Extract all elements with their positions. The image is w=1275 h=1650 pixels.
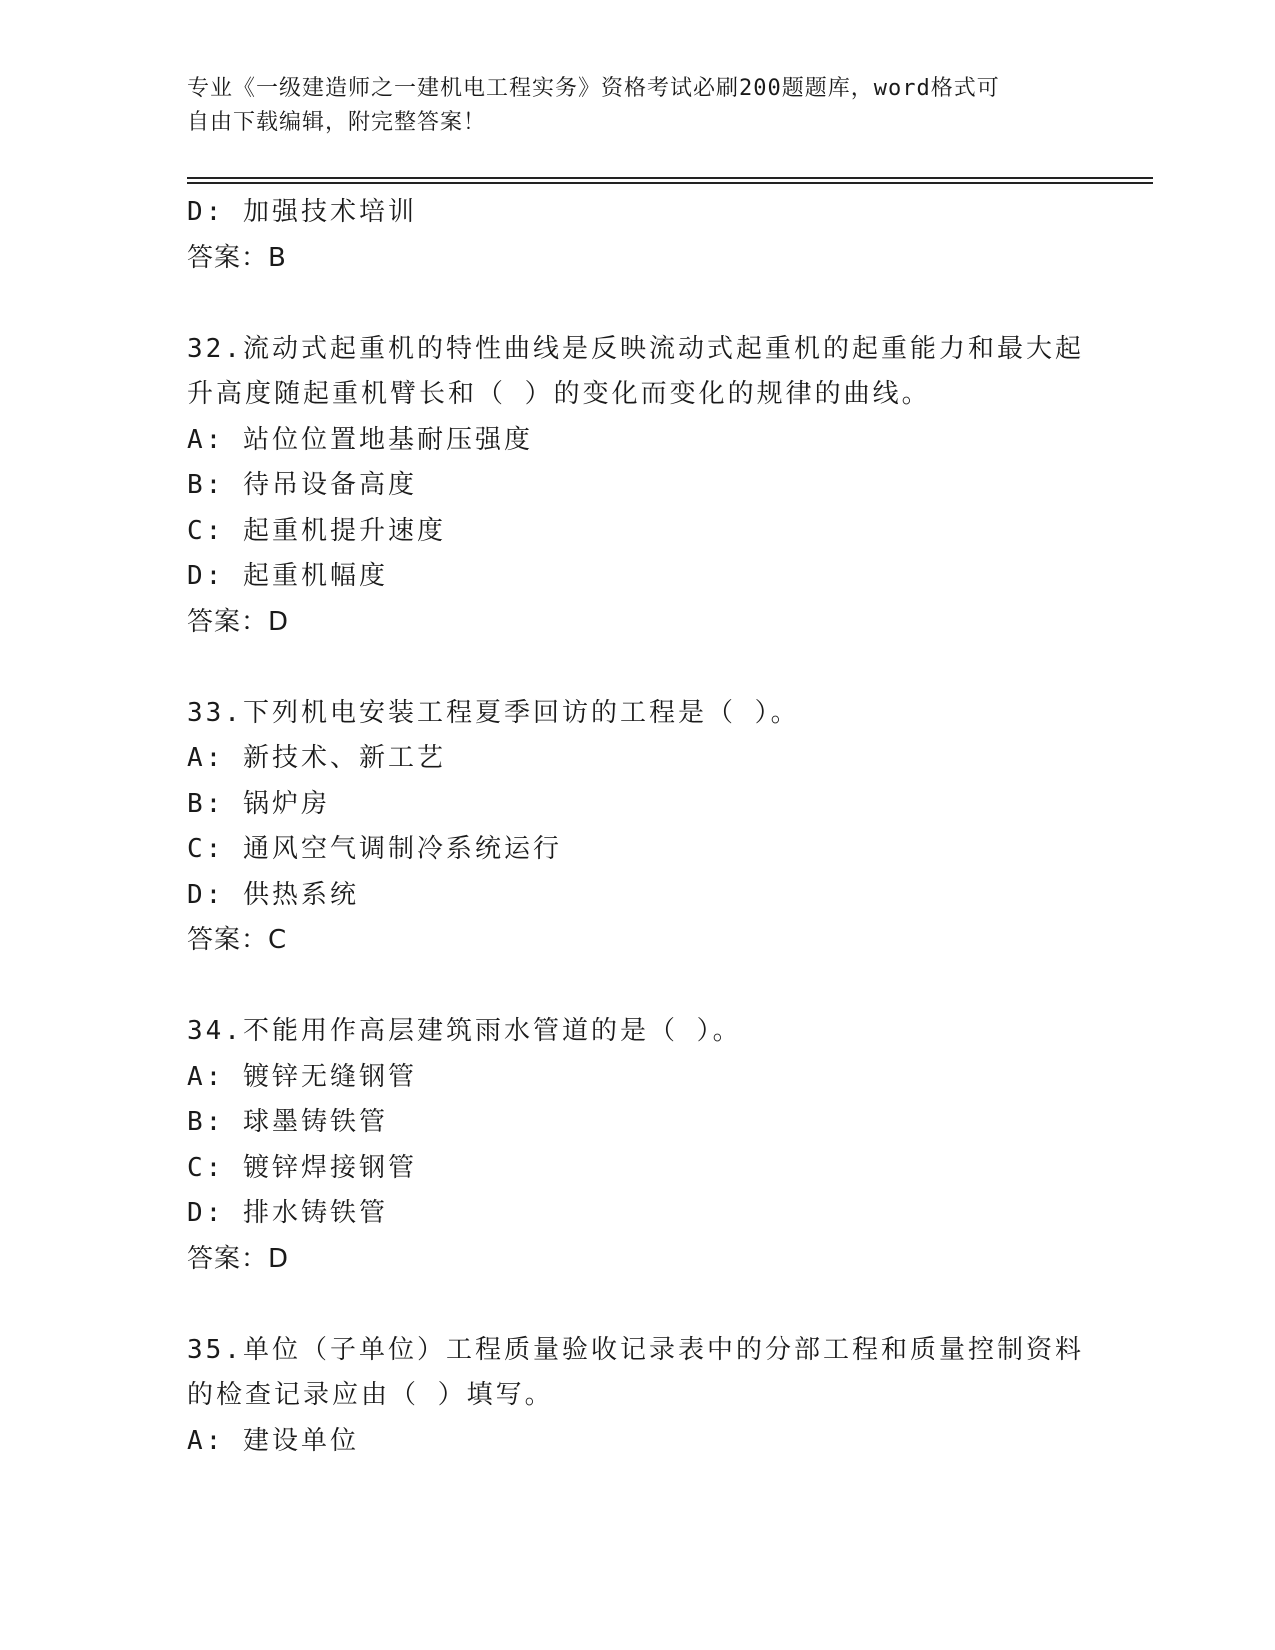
option-b: B: 待吊设备高度 <box>187 470 417 500</box>
header-line-1: 专业《一级建造师之一建机电工程实务》资格考试必刷200题题库，word格式可 <box>187 76 1000 101</box>
option-b: B: 锅炉房 <box>187 788 330 819</box>
spacer <box>187 281 1153 327</box>
question-stem: 升高度随起重机臂长和（ ）的变化而变化的规律的曲线。 <box>187 379 931 409</box>
header-rule-bottom <box>187 182 1153 184</box>
prev-answer: 答案：B <box>187 242 287 273</box>
question-stem: 的检查记录应由（ ）填写。 <box>187 1380 554 1410</box>
question-33 <box>187 691 1153 964</box>
option-d: D: 起重机幅度 <box>187 561 388 591</box>
question-stem: 34.不能用作高层建筑雨水管道的是（ ）。 <box>187 1016 742 1046</box>
option-c: C: 镀锌焊接钢管 <box>187 1152 417 1183</box>
prev-option-d: D: 加强技术培训 <box>187 197 417 227</box>
question-32 <box>187 327 1153 646</box>
spacer <box>187 964 1153 1010</box>
question-stem: 35.单位（子单位）工程质量验收记录表中的分部工程和质量控制资料 <box>187 1334 1084 1365</box>
header-rule-top <box>187 177 1153 179</box>
document-header <box>187 72 1087 140</box>
option-d: D: 排水铸铁管 <box>187 1198 388 1228</box>
option-c: C: 通风空气调制冷系统运行 <box>187 834 562 864</box>
question-stem: 33.下列机电安装工程夏季回访的工程是（ ）。 <box>187 697 800 728</box>
option-a: A: 镀锌无缝钢管 <box>187 1061 417 1092</box>
question-stem: 32.流动式起重机的特性曲线是反映流动式起重机的起重能力和最大起 <box>187 333 1084 364</box>
option-a: A: 新技术、新工艺 <box>187 743 446 773</box>
option-a: A: 建设单位 <box>187 1425 359 1456</box>
answer: 答案：D <box>187 1243 290 1274</box>
question-35 <box>187 1328 1153 1465</box>
option-c: C: 起重机提升速度 <box>187 515 446 546</box>
spacer <box>187 1282 1153 1328</box>
answer: 答案：D <box>187 606 290 637</box>
question-list <box>187 190 1153 1464</box>
option-d: D: 供热系统 <box>187 879 359 910</box>
option-b: B: 球墨铸铁管 <box>187 1107 388 1137</box>
spacer <box>187 645 1153 691</box>
header-line-2: 自由下载编辑，附完整答案！ <box>187 110 487 135</box>
question-34 <box>187 1009 1153 1282</box>
option-a: A: 站位位置地基耐压强度 <box>187 424 533 455</box>
answer: 答案：C <box>187 925 288 955</box>
